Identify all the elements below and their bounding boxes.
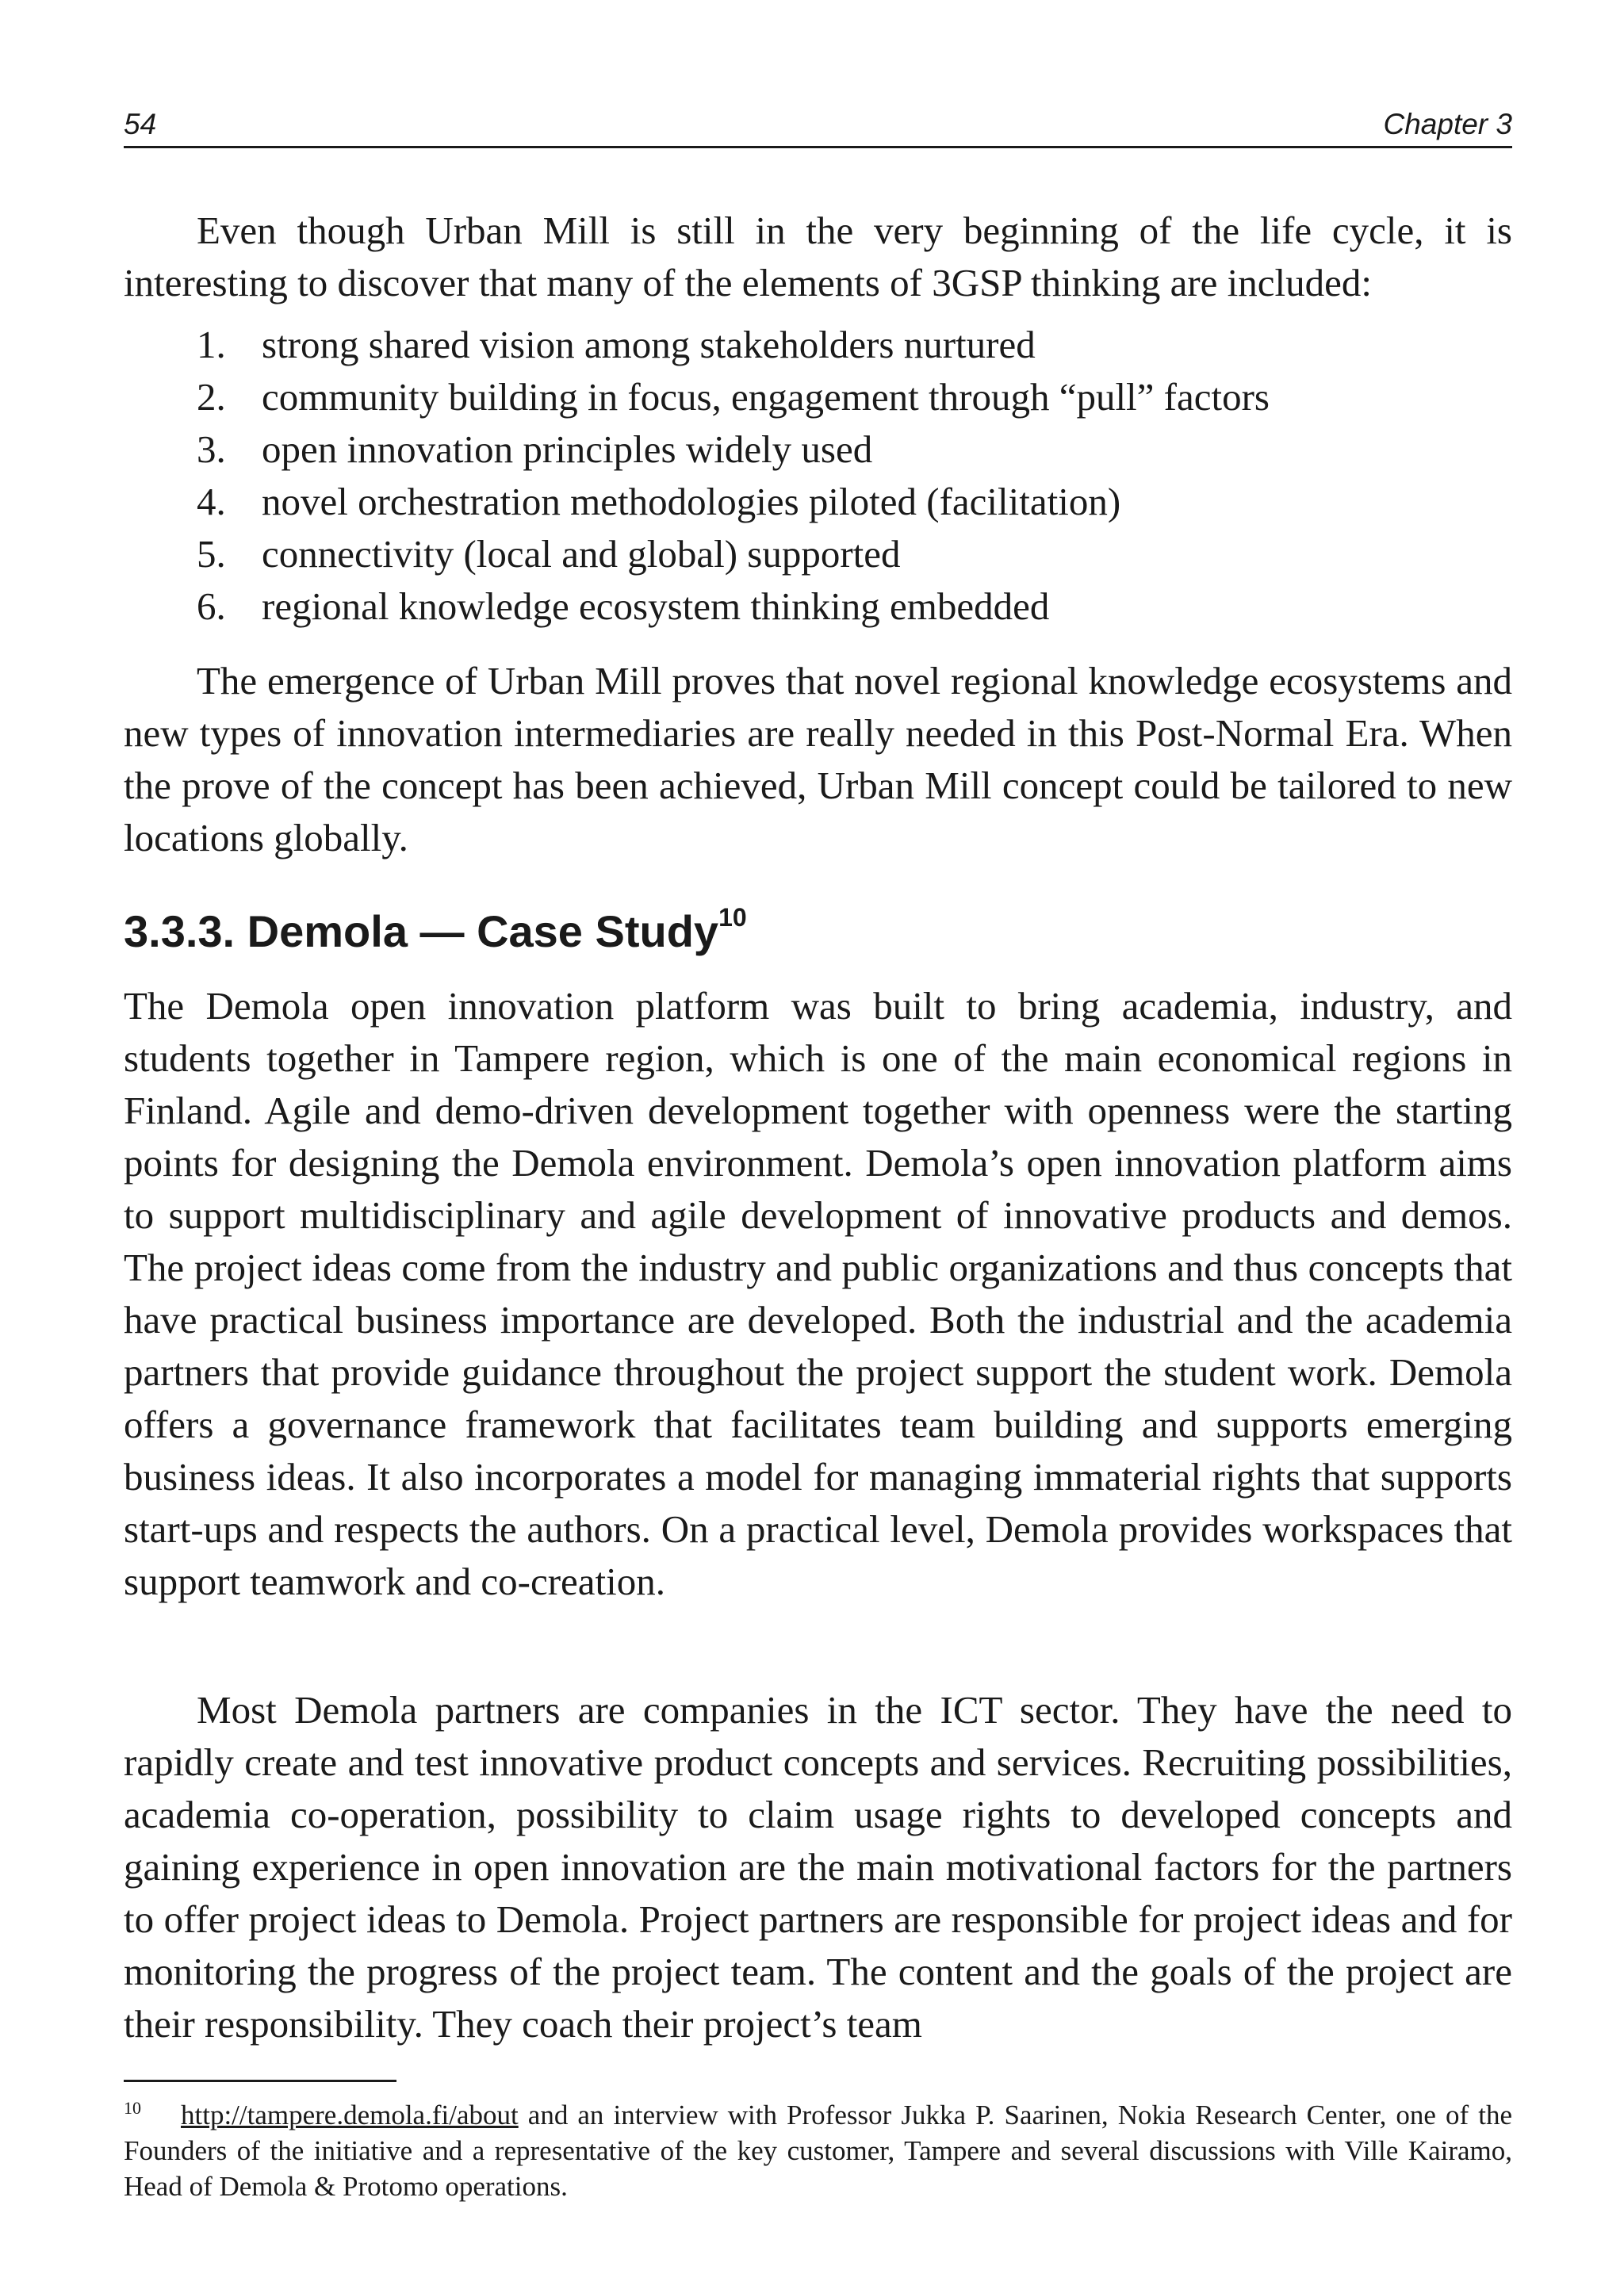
list-item-number: 5. bbox=[197, 532, 226, 576]
list-item bbox=[124, 371, 1512, 423]
footnote-number: 10 bbox=[124, 2098, 141, 2118]
list-item-number: 6. bbox=[197, 584, 226, 628]
page-number: 54 bbox=[124, 108, 157, 140]
footnote-divider bbox=[124, 2080, 396, 2082]
running-head bbox=[124, 105, 1512, 148]
elements-list bbox=[124, 319, 1512, 633]
demola-paragraph: The Demola open innovation platform was built to bring academia, industry, and students together in Tampere region, which is one of the main economical regions in Finland. Agile and demo-driven development together with openness were the starting points for designing the Demola environment. Demola’s open innovation platform aims to support multidisciplinary and agile development of innovative products and demos. The project ideas come from the industry and public organizations and thus concepts that have practical business importance are developed. Both the industrial and the academia partners that provide guidance throughout the project support the student work. Demola offers a governance framework that facilitates team building and supports emerging business ideas. It also incorporates a model for managing immaterial rights that supports start-ups and respects the authors. On a practical level, Demola provides workspaces that support teamwork and co-creation. bbox=[124, 984, 1512, 1603]
list-item bbox=[124, 423, 1512, 476]
list-item-number: 4. bbox=[197, 480, 226, 523]
section-title: 3.3.3. Demola — Case Study bbox=[124, 906, 719, 956]
list-item-text: novel orchestration methodologies piloted (facilitation) bbox=[262, 480, 1121, 523]
list-item-text: community building in focus, engagement through “pull” factors bbox=[262, 375, 1270, 419]
intro-paragraph: Even though Urban Mill is still in the very beginning of the life cycle, it is interesting to discover that many of the elements of 3GSP thinking are included: bbox=[124, 209, 1512, 304]
list-item-number: 1. bbox=[197, 323, 226, 366]
urban-mill-paragraph: The emergence of Urban Mill proves that novel regional knowledge ecosystems and new types of innovation intermediaries are really needed in this Post-Normal Era. When the prove of the concept has been achieved, Urban Mill concept could be tailored to new locations globally. bbox=[124, 659, 1512, 859]
list-item-text: strong shared vision among stakeholders nurtured bbox=[262, 323, 1036, 366]
list-item bbox=[124, 580, 1512, 633]
list-item bbox=[124, 476, 1512, 528]
footnote bbox=[124, 2097, 1512, 2204]
list-item bbox=[124, 528, 1512, 580]
list-item-text: connectivity (local and global) supported bbox=[262, 532, 901, 576]
list-item-number: 2. bbox=[197, 375, 226, 419]
footnote-text: and an interview with Professor Jukka P. Saarinen, Nokia Research Center, one of the Founders of the initiative and a representative of the key customer, Tampere and several discussions with Ville Kairamo, Head of Demola & Protomo operations. bbox=[124, 2100, 1512, 2202]
list-item-number: 3. bbox=[197, 427, 226, 471]
list-item bbox=[124, 319, 1512, 371]
footnote-reference[interactable]: 10 bbox=[718, 903, 747, 932]
partners-paragraph: Most Demola partners are companies in the ICT sector. They have the need to rapidly create and test innovative product concepts and services. Recruiting possibilities, academia co-operation, possibility to claim usage rights to developed concepts and gaining experience in open innovation are the main motivational factors for the partners to offer project ideas to Demola. Project partners are responsible for project ideas and for monitoring the progress of the project team. The content and the goals of the project are their responsibility. They coach their project’s team bbox=[124, 1688, 1512, 2046]
section-heading bbox=[124, 904, 747, 959]
footnote-link[interactable]: http://tampere.demola.fi/about bbox=[181, 2100, 519, 2130]
list-item-text: regional knowledge ecosystem thinking embedded bbox=[262, 584, 1050, 628]
chapter-label: Chapter 3 bbox=[1383, 108, 1512, 140]
list-item-text: open innovation principles widely used bbox=[262, 427, 873, 471]
book-page bbox=[124, 0, 1512, 2293]
